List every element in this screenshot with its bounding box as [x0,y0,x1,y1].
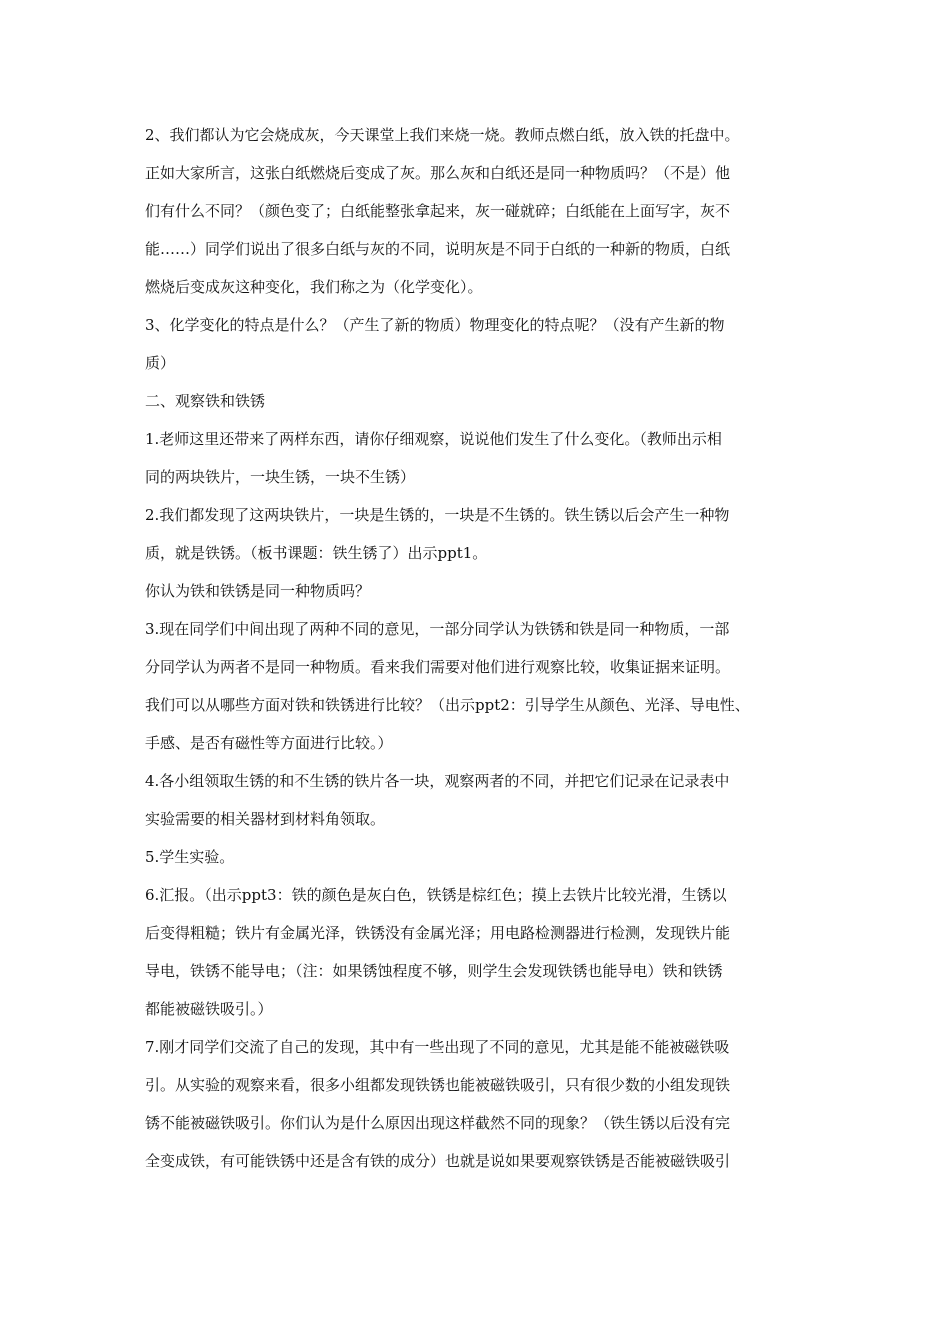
text-line: 6.汇报。（出示ppt3：铁的颜色是灰白色，铁锈是棕红色；摸上去铁片比较光滑，生锈以 [145,886,727,904]
text-line: 质） [145,354,176,372]
text-line: 同的两块铁片，一块生锈，一块不生锈） [145,468,416,486]
text-line: 3.现在同学们中间出现了两种不同的意见，一部分同学认为铁锈和铁是同一种物质，一部 [145,620,730,638]
text-line: 全变成铁，有可能铁锈中还是含有铁的成分）也就是说如果要观察铁锈是否能被磁铁吸引 [145,1152,731,1170]
text-line: 1.老师这里还带来了两样东西，请你仔细观察，说说他们发生了什么变化。（教师出示相 [145,430,722,448]
text-line: 实验需要的相关器材到材料角领取。 [145,810,386,828]
text-line: 后变得粗糙；铁片有金属光泽，铁锈没有金属光泽；用电路检测器进行检测，发现铁片能 [145,924,731,942]
text-line: 4.各小组领取生锈的和不生锈的铁片各一块，观察两者的不同，并把它们记录在记录表中 [145,772,730,790]
text-line: 燃烧后变成灰这种变化，我们称之为（化学变化）。 [145,278,483,296]
text-line: 引。从实验的观察来看，很多小组都发现铁锈也能被磁铁吸引，只有很少数的小组发现铁 [145,1076,731,1094]
section-heading: 二、观察铁和铁锈 [145,392,266,410]
text-line: 分同学认为两者不是同一种物质。看来我们需要对他们进行观察比较，收集证据来证明。 [145,658,731,676]
text-line: 质，就是铁锈。（板书课题：铁生锈了）出示ppt1。 [145,544,488,562]
text-line: 2.我们都发现了这两块铁片，一块是生锈的，一块是不生锈的。铁生锈以后会产生一种物 [145,506,730,524]
text-line: 们有什么不同？（颜色变了；白纸能整张拿起来，灰一碰就碎；白纸能在上面写字，灰不 [145,202,731,220]
text-line: 导电，铁锈不能导电；（注：如果锈蚀程度不够，则学生会发现铁锈也能导电）铁和铁锈 [145,962,723,980]
text-line: 正如大家所言，这张白纸燃烧后变成了灰。那么灰和白纸还是同一种物质吗？（不是）他 [145,164,731,182]
document-body [145,116,815,1180]
text-line: 我们可以从哪些方面对铁和铁锈进行比较？（出示ppt2：引导学生从颜色、光泽、导电性、 [145,696,750,714]
text-line: 2、我们都认为它会烧成灰，今天课堂上我们来烧一烧。教师点燃白纸，放入铁的托盘中。 [145,126,740,144]
text-line: 能……）同学们说出了很多白纸与灰的不同，说明灰是不同于白纸的一种新的物质，白纸 [145,240,731,258]
text-line: 都能被磁铁吸引。） [145,1000,273,1018]
text-line: 7.刚才同学们交流了自己的发现，其中有一些出现了不同的意见，尤其是能不能被磁铁吸 [145,1038,730,1056]
text-line: 手感、是否有磁性等方面进行比较。） [145,734,393,752]
text-line: 你认为铁和铁锈是同一种物质吗？ [145,582,371,600]
text-line: 3、化学变化的特点是什么？（产生了新的物质）物理变化的特点呢？（没有产生新的物 [145,316,725,334]
text-line: 5.学生实验。 [145,848,235,866]
text-line: 锈不能被磁铁吸引。你们认为是什么原因出现这样截然不同的现象？（铁生锈以后没有完 [145,1114,731,1132]
